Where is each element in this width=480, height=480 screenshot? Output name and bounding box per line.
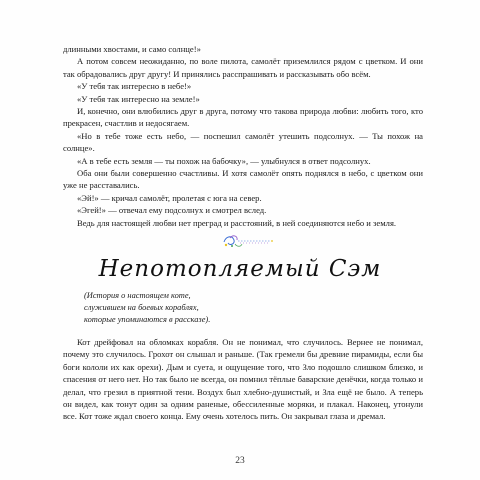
paragraph: А потом совсем неожиданно, по воле пилота, самолёт приземлился рядом с цветком. И они так обрадовались друг другу! И принялись расспрашивать и рассказывать обо всём. [63, 56, 423, 79]
paragraph: И, конечно, они влюбились друг в друга, потому что такова природа любви: любить того, кто прекрасен, счастлив и недосягаем. [63, 106, 423, 129]
top-text-block [63, 43, 423, 229]
paragraph: «Эй!» — кричал самолёт, пролетая с юга на север. [77, 192, 262, 203]
paragraph: «У тебя так интересно в небе!» [77, 81, 192, 92]
paragraph: «У тебя так интересно на земле!» [77, 93, 200, 104]
paragraph: Оба они были совершенно счастливы. И хотя самолёт опять поднялся в небо, с цветком они уже не расставались. [63, 168, 423, 191]
story-subtitle-note [84, 290, 284, 326]
paragraph: «А в тебе есть земля — ты похож на бабочку», — улыбнулся в ответ подсолнух. [77, 155, 371, 166]
story-title: Непотопляемый Сэм [98, 256, 382, 282]
note-line: (История о настоящем коте, [84, 291, 191, 300]
note-line: служившем на боевых кораблях, [84, 303, 199, 312]
bottom-text-block [63, 336, 423, 423]
paragraph: «Но в тебе тоже есть небо, — поспешил самолёт утешить подсолнух. — Ты похож на солнце». [63, 130, 423, 154]
paragraph: длинными хвостами, и само солнце!» [63, 44, 201, 54]
paragraph: Кот дрейфовал на обломках корабля. Он не понимал, что случилось. Вернее не понимал, почему это случилось. Грохот он слышал и раньше. (Так гремели бы древние пирамиды, если бы боги кололи их как орехи). Дым и суета, и ощущение того, что Зло подошло слишком близко, и спасения от него нет. Но так было не всегда, он помнил тёплые баварские денёчки, когда только и делал, что грезил в приятной тени. Воздух был хлебно-душистый, и Зла ещё не было. А теперь он видел, как тонут один за одним раненые, обессиленные моряки, и плакал. Наконец, утонули все. Кот тоже ждал своего конца. Ему очень хотелось пить. Он закрывал глаза и дремал. [63, 337, 423, 422]
paragraph: Ведь для настоящей любви нет преград и расстояний, в ней соединяются небо и земля. [77, 217, 397, 228]
page-number: 23 [235, 456, 245, 466]
paragraph: «Эгей!» — отвечал ему подсолнух и смотрел вслед. [77, 205, 267, 216]
flourish-ornament-icon [218, 232, 276, 250]
note-line: которые упоминаются в рассказе). [84, 315, 211, 324]
